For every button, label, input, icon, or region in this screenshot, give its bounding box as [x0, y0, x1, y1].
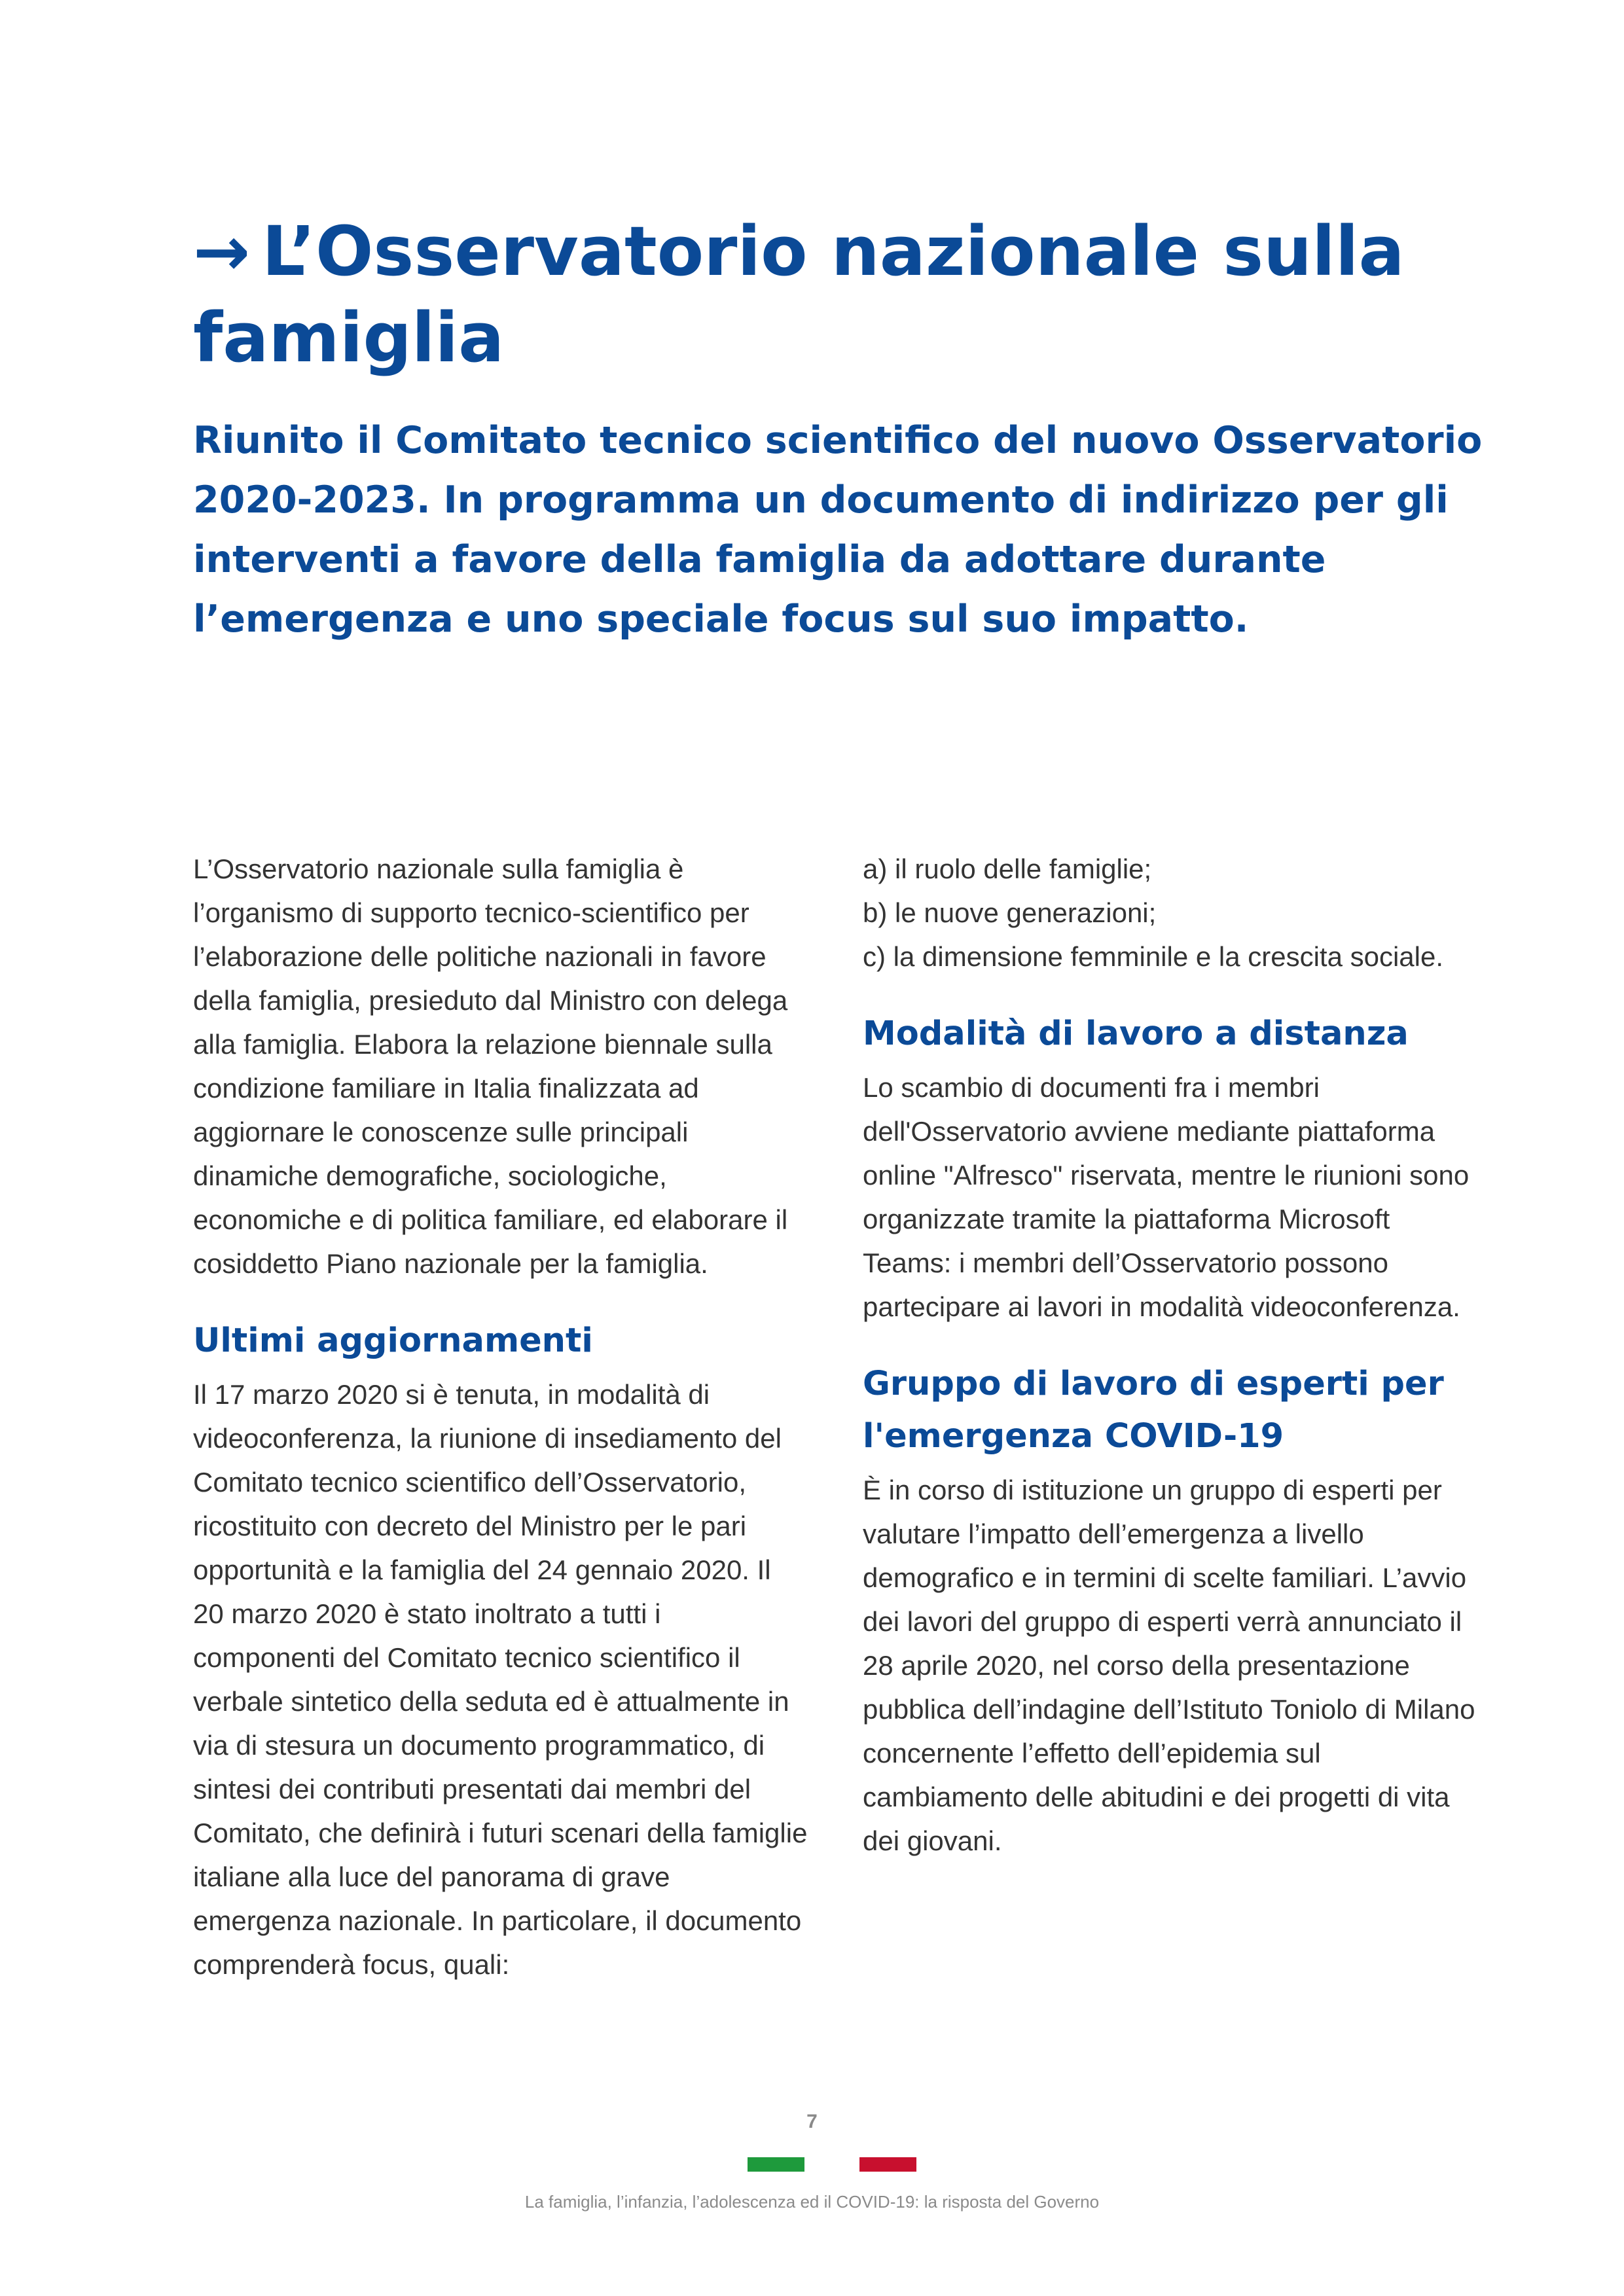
- page-title-text: L’Osservatorio nazionale sulla famiglia: [193, 211, 1405, 378]
- remote-work-paragraph: Lo scambio di documenti fra i membri dell'Osservatorio avviene mediante piattaforma online "Alfresco" riservata, mentre le riunioni sono organizzate tramite la piattaforma Microsoft Teams: i membri dell’Osservatorio possono partecipare ai lavori in modalità videoconferenza.: [863, 1072, 1470, 1322]
- footer-caption: La famiglia, l’infanzia, l’adolescenza ed il COVID-19: la risposta del Governo: [524, 2192, 1100, 2212]
- updates-paragraph: Il 17 marzo 2020 si è tenuta, in modalità di videoconferenza, la riunione di insediamento del Comitato tecnico scientifico dell’Osservatorio, ricostituito con decreto del Ministro per le pari opportunità e la famiglia del 24 gennaio 2020. Il 20 marzo 2020 è stato inoltrato a tutti i componenti del Comitato tecnico scientifico il verbale sintetico della seduta ed è attualmente in via di stesura un documento programmatico, di sintesi dei contributi presentati dai membri del Comitato, che definirà i futuri scenari della famiglie italiane alla luce del panorama di grave emergenza nazionale. In particolare, il documento comprenderà focus, quali:: [193, 1379, 808, 1980]
- focus-list-item: a) il ruolo delle famiglie;: [863, 853, 1152, 884]
- flag-green-bar: [748, 2157, 804, 2172]
- focus-list-item: b) le nuove generazioni;: [863, 897, 1157, 928]
- covid-group-paragraph: È in corso di istituzione un gruppo di esperti per valutare l’impatto dell’emergenza a livello demografico e in termini di scelte familiari. L’avvio dei lavori del gruppo di esperti verrà annunciato il 28 aprile 2020, nel corso della presentazione pubblica dell’indagine dell’Istituto Toniolo di Milano concernente l’effetto dell’epidemia sul cambiamento delle abitudini e dei progetti di vita dei giovani.: [863, 1475, 1475, 1856]
- arrow-right-icon: →: [193, 211, 251, 291]
- updates-heading: Ultimi aggiornamenti: [193, 1321, 593, 1360]
- focus-list-item: c) la dimensione femminile e la crescita sociale.: [863, 941, 1444, 972]
- left-column: [193, 847, 808, 1986]
- page-title: [193, 208, 1437, 381]
- intro-paragraph: L’Osservatorio nazionale sulla famiglia è l’organismo di supporto tecnico-scientifico per l’elaborazione delle politiche nazionali in favore della famiglia, presieduto dal Ministro con delega alla famiglia. Elabora la relazione biennale sulla condizione familiare in Italia finalizzata ad aggiornare le conoscenze sulle principali dinamiche demografiche, sociologiche, economiche e di politica familiare, ed elaborare il cosiddetto Piano nazionale per la famiglia.: [193, 853, 788, 1279]
- covid-group-heading: Gruppo di lavoro di esperti per l'emergenza COVID-19: [863, 1365, 1444, 1456]
- page-number: 7: [806, 2111, 818, 2132]
- lead-paragraph: Riunito il Comitato tecnico scientifico del nuovo Osservatorio 2020-2023. In programma un documento di indirizzo per gli interventi a favore della famiglia da adottare durante l’emergenza e uno speciale focus sul suo impatto.: [193, 419, 1483, 641]
- flag-red-bar: [859, 2157, 916, 2172]
- right-column: [863, 847, 1485, 1863]
- focus-list: [863, 847, 1485, 978]
- remote-work-heading: Modalità di lavoro a distanza: [863, 1014, 1409, 1053]
